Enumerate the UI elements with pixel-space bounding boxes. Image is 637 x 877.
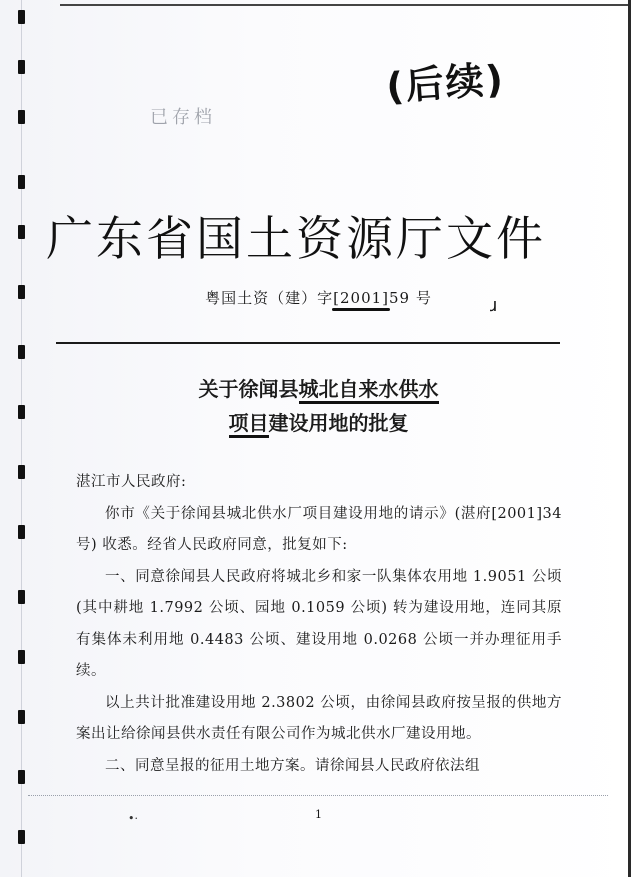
paragraph-4: 二、同意呈报的征用土地方案。请徐闻县人民政府依法组 [105, 757, 480, 774]
scan-speck: •· [128, 812, 138, 825]
doc-number-suffix: 59 号 [389, 289, 432, 307]
document-number [0, 287, 637, 308]
scan-top-edge [60, 4, 629, 6]
handwritten-scribble: 已存档 [150, 107, 216, 128]
check-mark-icon: ɹ [490, 295, 498, 316]
subject-line2-post: 建设用地的批复 [268, 411, 409, 435]
doc-number-prefix: 粤国土资（建）字 [205, 289, 334, 307]
page-number: 1 [315, 808, 322, 821]
header-rule [56, 342, 560, 344]
handwritten-tag: (后续) [384, 56, 507, 110]
subject-line1-underlined: 城北自来水供水 [299, 377, 439, 404]
document-body [76, 467, 562, 782]
subject-line1-pre: 关于徐闻县 [198, 377, 299, 401]
doc-number-year: [2001] [333, 289, 390, 307]
addressee: 湛江市人民政府: [76, 474, 187, 490]
scan-dotted-line [28, 795, 608, 796]
document-subject [0, 372, 637, 440]
paragraph-2: 一、同意徐闻县人民政府将城北乡和家一队集体农用地 1.9051 公顷 (其中耕地 1.7992 公顷、园地 0.1059 公顷) 转为建设用地，连同其原有集体未利用地 0.4483 公顷、建设用地 0.0268 公顷一并办理征用手续。 [76, 568, 562, 679]
paragraph-1: 你市《关于徐闻县城北供水厂项目建设用地的请示》(湛府[2001]34 号) 收悉。经省人民政府同意，批复如下: [76, 505, 562, 553]
paragraph-3: 以上共计批准建设用地 2.3802 公顷，由徐闻县政府按呈报的供地方案出让给徐闻县供水责任有限公司作为城北供水厂建设用地。 [76, 694, 562, 742]
document-title: 广东省国土资源厅文件 [46, 212, 546, 267]
subject-line2-underlined: 项目 [229, 411, 269, 438]
